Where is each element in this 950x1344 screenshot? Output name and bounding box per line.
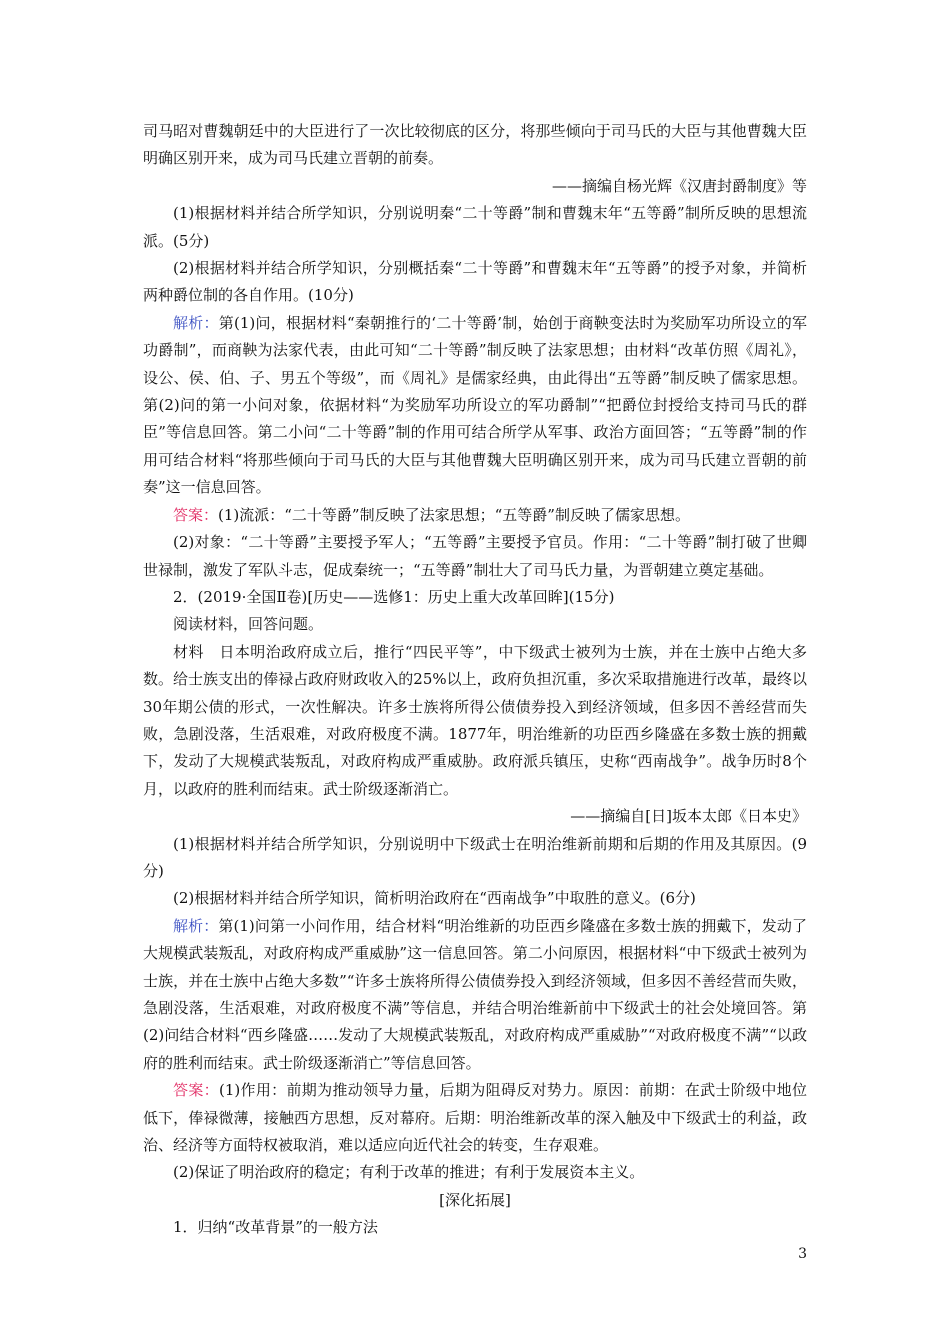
analysis-label: 解析： [173,916,219,935]
analysis-1-text: 第(1)问，根据材料“秦朝推行的‘二十等爵’制，始创于商鞅变法时为奖励军功所设立的军功爵制”，而商鞅为法家代表，由此可知“二十等爵”制反映了法家思想；由材料“改革仿照《周礼》，设公、侯、伯、子、男五个等级”，而《周礼》是儒家经典，由此得出“五等爵”制反映了儒家思想。第(2)问的第一小问对象，依据材料“为奖励军功所设立的军功爵制”“把爵位封授给支持司马氏的群臣”等信息回答。第二小问“二十等爵”制的作用可结合所学从军事、政治方面回答；“五等爵”制的作用可结合材料“将那些倾向于司马氏的大臣与其他曹魏大臣明确区别开来，成为司马氏建立晋朝的前奏”这一信息回答。 [143,313,807,497]
material-source-1: ——摘编自杨光辉《汉唐封爵制度》等 [551,176,807,195]
analysis-1 [143,310,807,502]
question-1-part-1: (1)根据材料并结合所学知识，分别说明秦“二十等爵”制和曹魏末年“五等爵”制所反映的思想流派。(5分) [143,204,807,250]
question-2-material: 材料 日本明治政府成立后，推行“四民平等”，中下级武士被列为士族，并在士族中占绝大多数。给士族支出的俸禄占政府财政收入的25%以上，政府负担沉重，多次采取措施进行改革，最终以30年期公债的形式，一次性解决。许多士族将所得公债债券投入到经济领域，但多因不善经营而失败，急剧没落，生活艰难，对政府极度不满。1877年，明治维新的功臣西乡隆盛在多数士族的拥戴下，发动了大规模武装叛乱，对政府构成严重威胁。政府派兵镇压，史称“西南战争”。战争历时8个月，以政府的胜利而结束。武士阶级逐渐消亡。 [143,642,807,798]
answer-label: 答案： [173,505,219,524]
answer-label: 答案： [173,1081,219,1100]
section-title: [深化拓展] [439,1190,511,1209]
material-continuation: 司马昭对曹魏朝廷中的大臣进行了一次比较彻底的区分，将那些倾向于司马氏的大臣与其他曹魏大臣明确区别开来，成为司马氏建立晋朝的前奏。 [143,122,807,168]
answer-1 [143,502,807,529]
analysis-2 [143,913,807,1077]
answer-1-text: (1)流派：“二十等爵”制反映了法家思想；“五等爵”制反映了儒家思想。 [218,505,690,524]
question-2-instruction: 阅读材料，回答问题。 [173,615,324,634]
document-body [143,118,807,1242]
question-1-part-2: (2)根据材料并结合所学知识，分别概括秦“二十等爵”和曹魏末年“五等爵”的授予对象，并简析两种爵位制的各自作用。(10分) [143,259,807,305]
question-2-part-1: (1)根据材料并结合所学知识，分别说明中下级武士在明治维新前期和后期的作用及其原因。(9分) [143,834,807,880]
analysis-label: 解析： [173,313,219,332]
answer-1-part-2: (2)对象：“二十等爵”主要授予军人；“五等爵”主要授予官员。作用：“二十等爵”制打破了世卿世禄制，激发了军队斗志，促成秦统一；“五等爵”制壮大了司马氏力量，为晋朝建立奠定基础。 [143,533,807,579]
answer-2-part-2: (2)保证了明治政府的稳定；有利于改革的推进；有利于发展资本主义。 [173,1163,645,1182]
material-source-2: ——摘编自[日]坂本太郎《日本史》 [570,807,807,826]
question-2-part-2: (2)根据材料并结合所学知识，简析明治政府在“西南战争”中取胜的意义。(6分) [173,889,696,908]
question-2-header: 2．(2019·全国Ⅱ卷)[历史——选修1：历史上重大改革回眸](15分) [173,587,615,606]
page-number: 3 [798,1246,807,1262]
answer-2-text: (1)作用：前期为推动领导力量，后期为阻碍反对势力。原因：前期：在武士阶级中地位低下，俸禄微薄，接触西方思想，反对幕府。后期：明治维新改革的深入触及中下级武士的利益，政治、经济等方面特权被取消，难以适应向近代社会的转变，生存艰难。 [143,1081,807,1155]
analysis-2-text: 第(1)问第一小问作用，结合材料“明治维新的功臣西乡隆盛在多数士族的拥戴下，发动了大规模武装叛乱，对政府构成严重威胁”这一信息回答。第二小问原因，根据材料“中下级武士被列为士族，并在士族中占绝大多数”“许多士族将所得公债债券投入到经济领域，但多因不善经营而失败，急剧没落，生活艰难，对政府极度不满”等信息，并结合明治维新前中下级武士的社会处境回答。第(2)问结合材料“西乡隆盛……发动了大规模武装叛乱，对政府构成严重威胁”“对政府极度不满”“以政府的胜利而结束。武士阶级逐渐消亡”等信息回答。 [143,916,807,1072]
section-item-1: 1．归纳“改革背景”的一般方法 [173,1218,378,1237]
answer-2 [143,1077,807,1159]
